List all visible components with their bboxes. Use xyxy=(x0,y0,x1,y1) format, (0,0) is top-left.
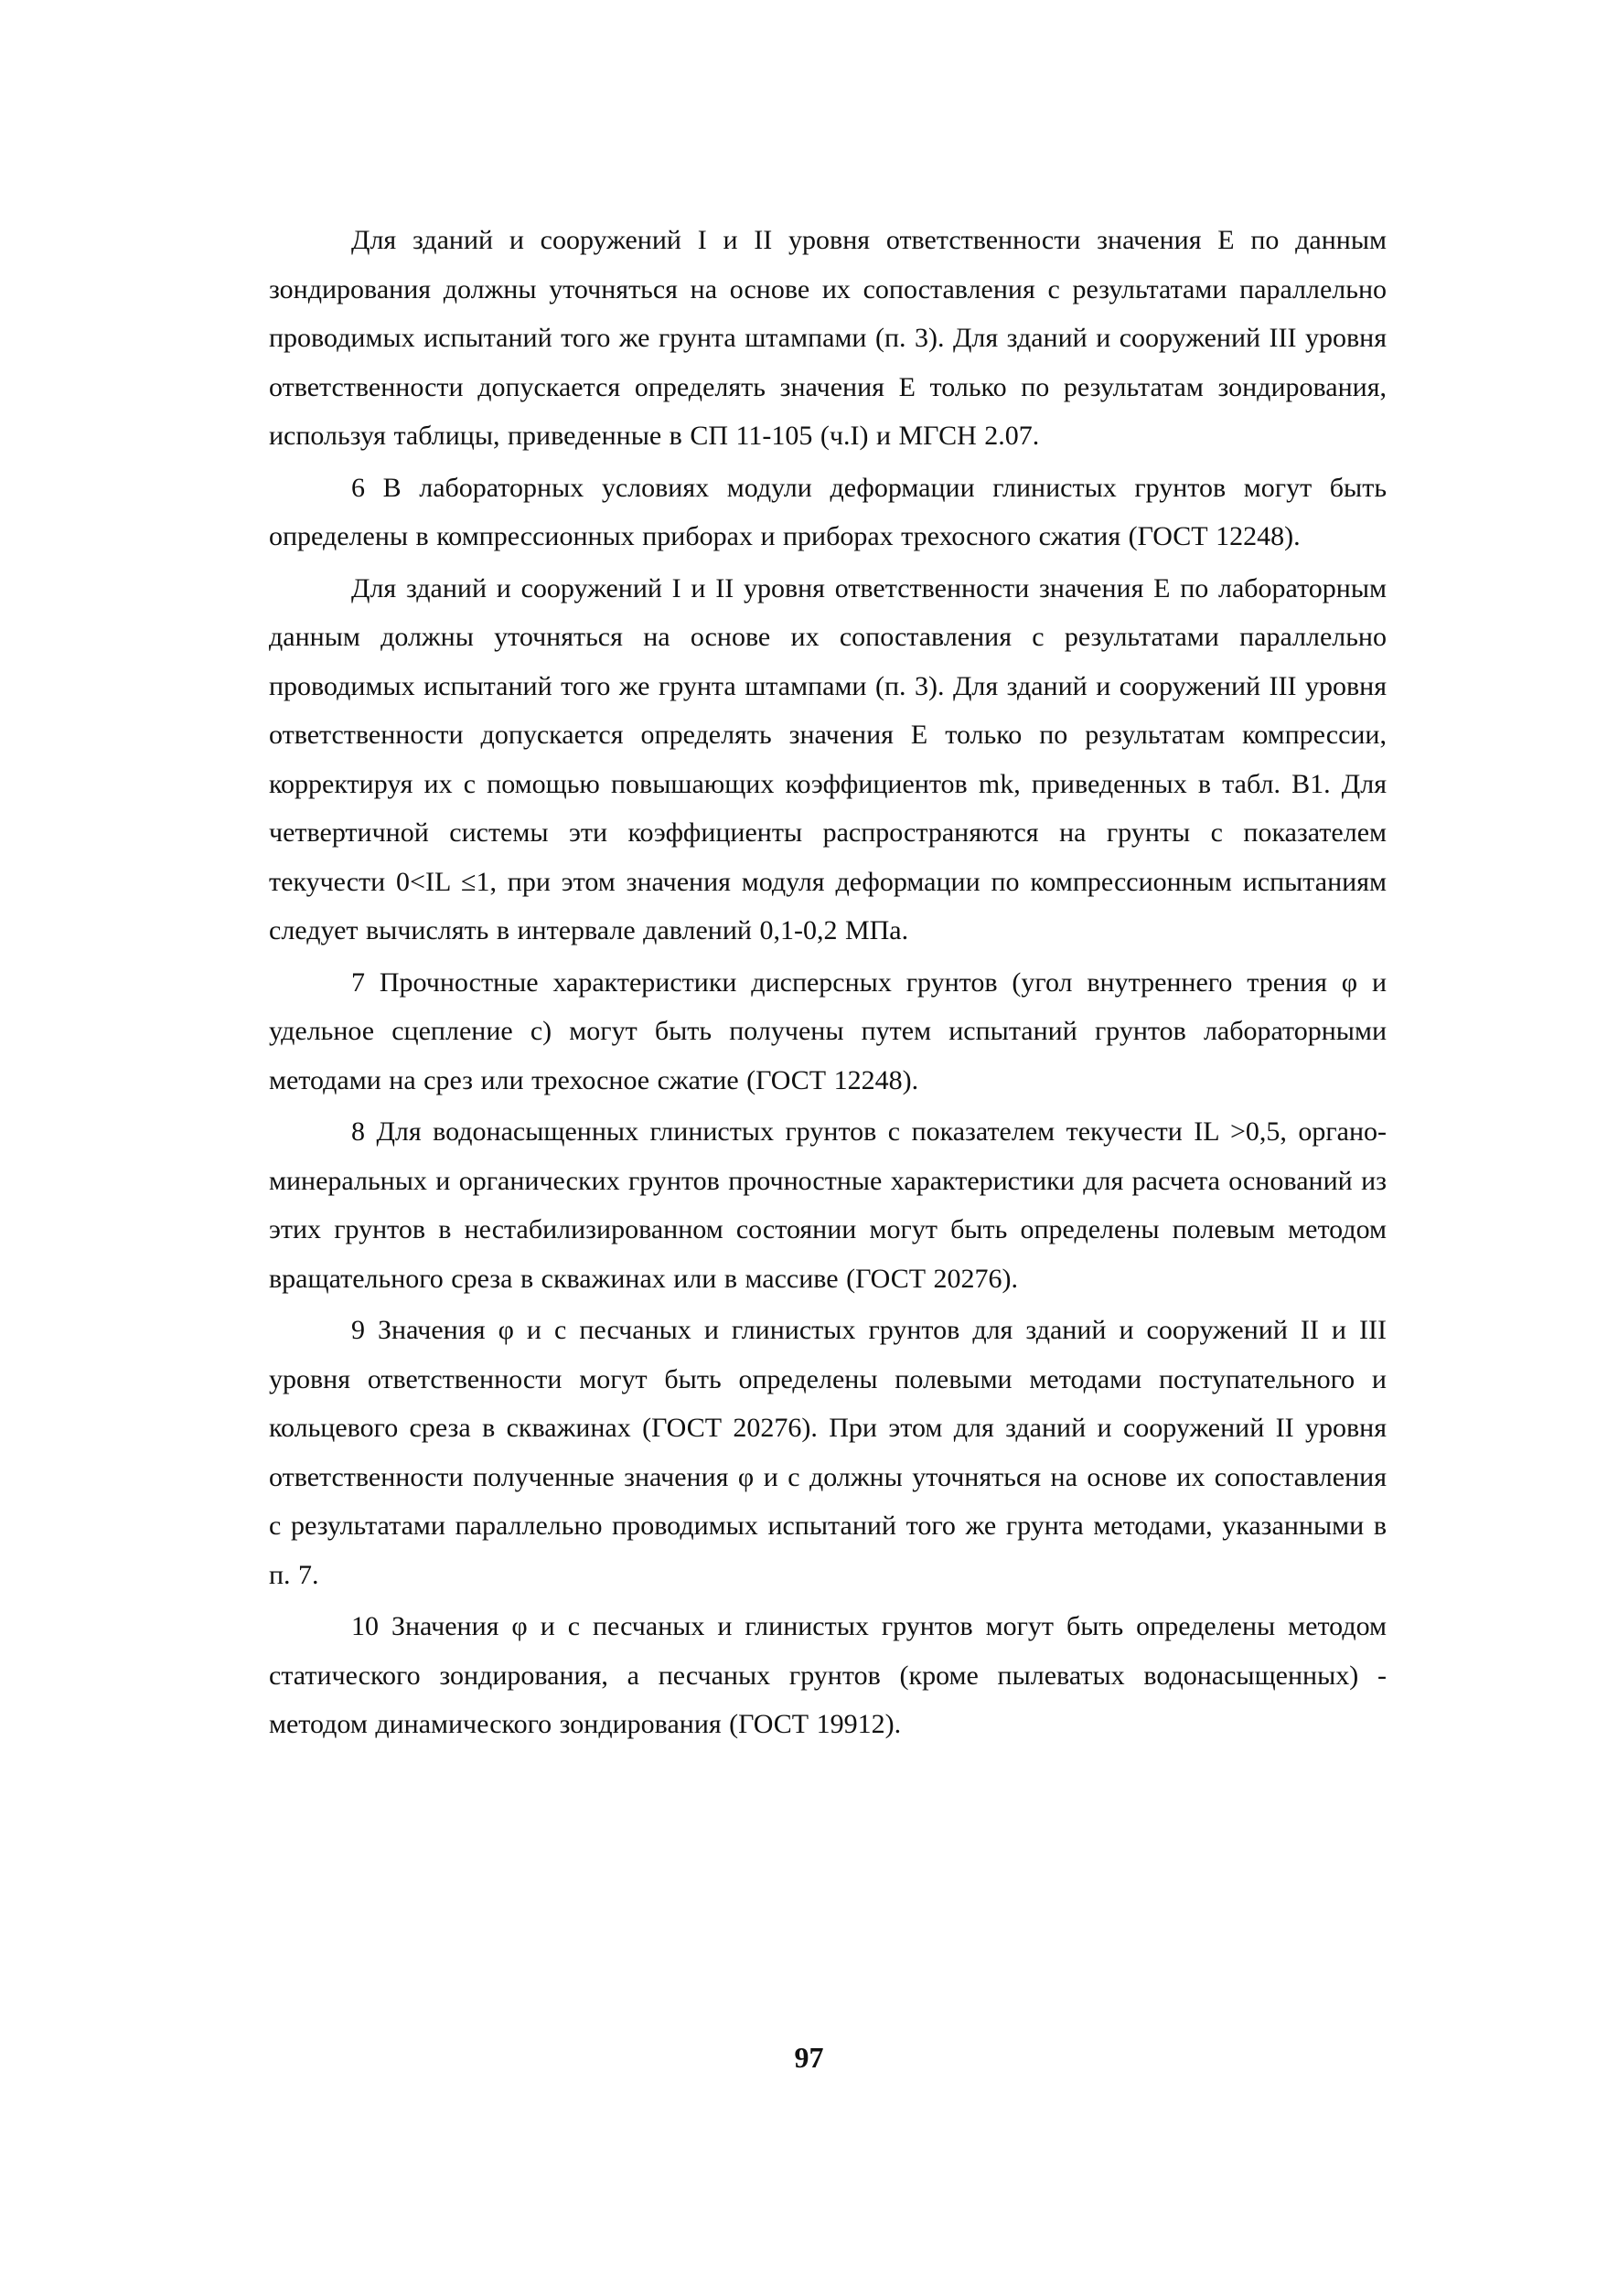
paragraph-9-field-shear: 9 Значения φ и c песчаных и глинистых грунтов для зданий и сооружений II и III уровня ответственности могут быть определены полевыми методами поступательного и кольцевого среза в скважинах (ГОСТ 20276). При этом для зданий и сооружений II уровня ответственности полученные значения φ и c должны уточняться на основе их сопоставления с результатами параллельно проводимых испытаний того же грунта методами, указанными в п. 7. xyxy=(269,1315,1387,1590)
paragraph-6-lab-deformation: 6 В лабораторных условиях модули деформации глинистых грунтов могут быть определены в компрессионных приборах и приборах трехосного сжатия (ГОСТ 12248). xyxy=(269,472,1387,551)
paragraph-8-water-saturated: 8 Для водонасыщенных глинистых грунтов с показателем текучести IL >0,5, органо-минеральных и органических грунтов прочностные характеристики для расчета оснований из этих грунтов в нестабилизированном состоянии могут быть определены полевым методом вращательного среза в скважинах или в массиве (ГОСТ 20276). xyxy=(269,1116,1387,1294)
paragraph-lab-clarification: Для зданий и сооружений I и II уровня ответственности значения E по лабораторным данным должны уточняться на основе их сопоставления с результатами параллельно проводимых испытаний того же грунта штампами (п. 3). Для зданий и сооружений III уровня ответственности допускается определять значения E только по результатам компрессии, корректируя их с помощью повышающих коэффициентов mk, приведенных в табл. В1. Для четвертичной системы эти коэффициенты распространяются на грунты с показателем текучести 0<IL ≤1, при этом значения модуля деформации по компрессионным испытаниям следует вычислять в интервале давлений 0,1-0,2 МПа. xyxy=(269,572,1387,945)
paragraph-10-sounding: 10 Значения φ и c песчаных и глинистых грунтов могут быть определены методом статического зондирования, а песчаных грунтов (кроме пылеватых водонасыщенных) - методом динамического зондирования (ГОСТ 19912). xyxy=(269,1611,1387,1739)
paragraph-zondirovanie-clarification: Для зданий и сооружений I и II уровня ответственности значения E по данным зондирования должны уточняться на основе их сопоставления с результатами параллельно проводимых испытаний того же грунта штампами (п. 3). Для зданий и сооружений III уровня ответственности допускается определять значения E только по результатам зондирования, используя таблицы, приведенные в СП 11-105 (ч.I) и МГСН 2.07. xyxy=(269,225,1387,451)
page-number: 97 xyxy=(794,2041,824,2074)
paragraph-7-strength: 7 Прочностные характеристики дисперсных грунтов (угол внутреннего трения φ и удельное сцепление c) могут быть получены путем испытаний грунтов лабораторными методами на срез или трехосное сжатие (ГОСТ 12248). xyxy=(269,966,1387,1095)
body-text xyxy=(269,216,1387,1749)
